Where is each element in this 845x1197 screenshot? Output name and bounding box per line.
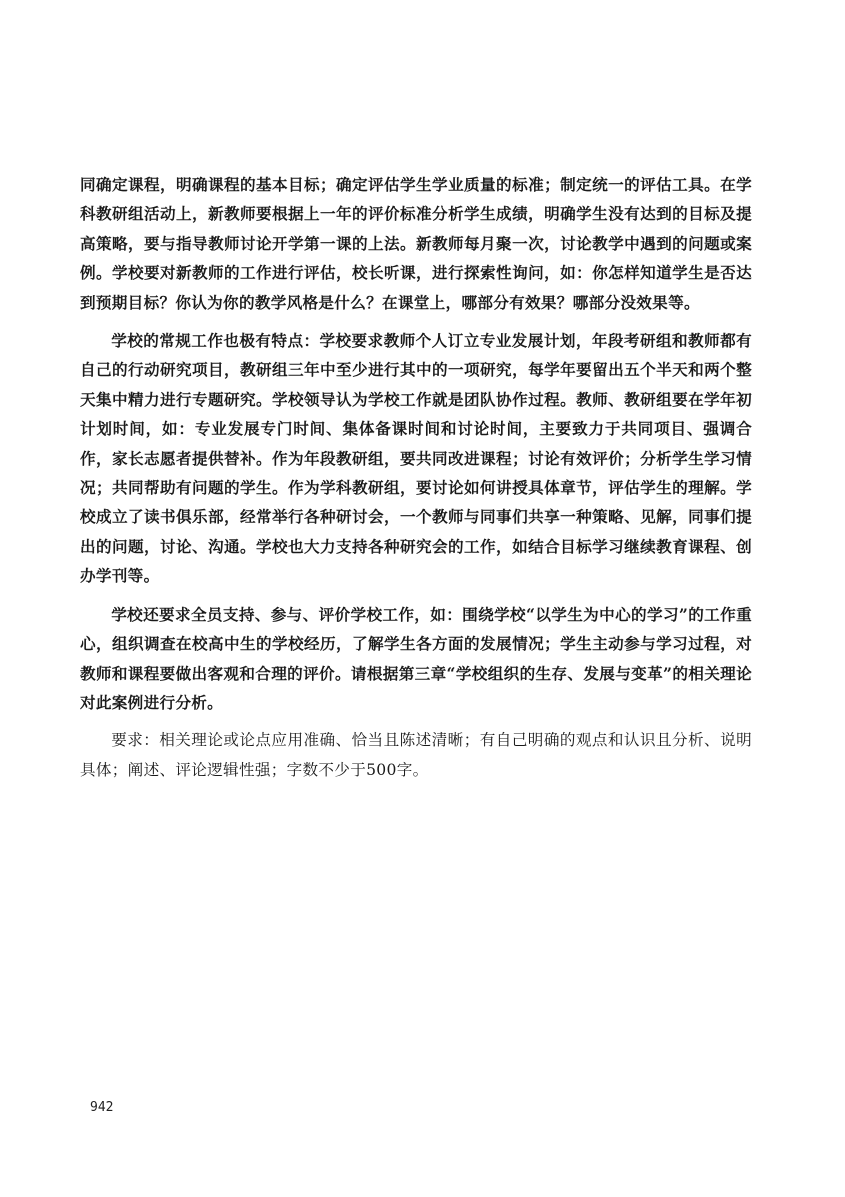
document-body: [80, 170, 752, 785]
paragraph-continuation: 同确定课程，明确课程的基本目标；确定评估学生学业质量的标准；制定统一的评估工具。在学科教研组活动上，新教师要根据上一年的评价标准分析学生成绩，明确学生没有达到的目标及提高策略，要与指导教师讨论开学第一课的上法。新教师每月聚一次，讨论教学中遇到的问题或案例。学校要对新教师的工作进行评估，校长听课，进行探索性询问，如：你怎样知道学生是否达到预期目标？你认为你的教学风格是什么？在课堂上，哪部分有效果？哪部分没效果等。: [80, 175, 752, 312]
paragraph-requirements: 要求：相关理论或论点应用准确、恰当且陈述清晰；有自己明确的观点和认识且分析、说明具体；阐述、评论逻辑性强；字数不少于500字。: [80, 731, 752, 779]
paragraph-routine-work: 学校的常规工作也极有特点：学校要求教师个人订立专业发展计划，年段考研组和教师都有自己的行动研究项目，教研组三年中至少进行其中的一项研究，每学年要留出五个半天和两个整天集中精力进行专题研究。学校领导认为学校工作就是团队协作过程。教师、教研组要在学年初计划时间，如：专业发展专门时间、集体备课时间和讨论时间，主要致力于共同项目、强调合作，家长志愿者提供替补。作为年段教研组，要共同改进课程；讨论有效评价；分析学生学习情况；共同帮助有问题的学生。作为学科教研组，要讨论如何讲授具体章节，评估学生的理解。学校成立了读书俱乐部，经常举行各种研讨会，一个教师与同事们共享一种策略、见解，同事们提出的问题，讨论、沟通。学校也大力支持各种研究会的工作，如结合目标学习继续教育课程、创办学刊等。: [80, 331, 752, 586]
paragraph-participation: 学校还要求全员支持、参与、评价学校工作，如：围绕学校“以学生为中心的学习”的工作重心，组织调查在校高中生的学校经历，了解学生各方面的发展情况；学生主动参与学习过程，对教师和课程要做出客观和合理的评价。请根据第三章“学校组织的生存、发展与变革”的相关理论对此案例进行分析。: [80, 604, 752, 712]
page-number: 942: [90, 1100, 114, 1115]
